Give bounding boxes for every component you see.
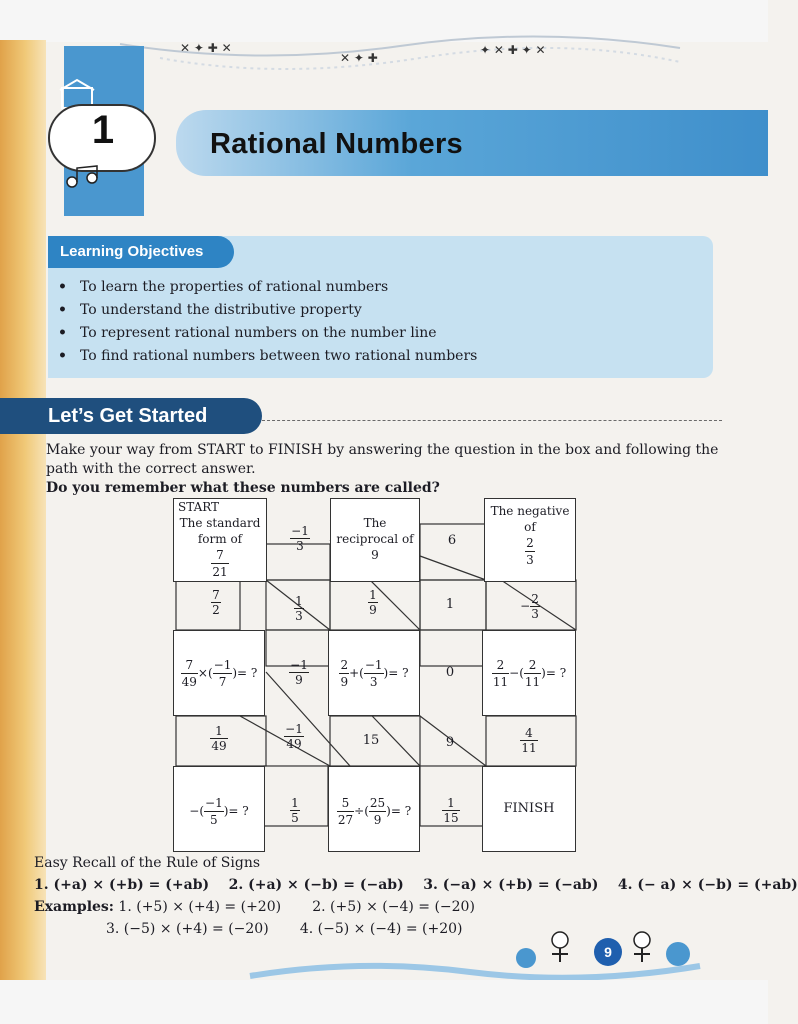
maze-reciprocal-box: [330, 498, 420, 582]
examples-label: Examples:: [34, 899, 114, 915]
rule-item: 3. (−a) × (+b) = (−ab): [423, 877, 599, 893]
instruction-paragraph: [46, 441, 736, 498]
maze-option: 15: [362, 733, 380, 748]
rule-item: 2. (+a) × (−b) = (−ab): [228, 877, 404, 893]
maze-option: [512, 592, 548, 621]
chapter-title: Rational Numbers: [210, 128, 463, 160]
maze-option: 0: [445, 665, 455, 680]
numerator: 25: [369, 796, 386, 810]
numerator: 1: [442, 796, 459, 811]
maze-start-box: [173, 498, 267, 582]
maze-question-box-2: $\frac{2}{9}$ +( $\frac{-1}{3}$ )= ?: [328, 630, 420, 716]
operator: −: [509, 666, 520, 680]
start-question-text: The standard form of: [179, 516, 261, 546]
denominator: 3: [526, 553, 534, 567]
kid-character-icon: [628, 930, 698, 970]
denominator: 49: [286, 737, 302, 751]
denominator: 3: [369, 675, 378, 689]
denominator: 49: [211, 739, 227, 753]
lets-get-started-banner: Let’s Get Started: [0, 398, 262, 434]
rule-item: 1. (+a) × (+b) = (+ab): [34, 877, 210, 893]
negative-question-text: The negative of: [490, 504, 570, 534]
denominator: 11: [524, 675, 541, 689]
denominator: 27: [337, 813, 354, 827]
numerator: 2: [531, 592, 539, 606]
denominator: 9: [369, 603, 377, 617]
denominator: 3: [531, 607, 539, 621]
denominator: 11: [492, 675, 509, 689]
numerator: 1: [210, 724, 227, 739]
operator: −: [189, 804, 200, 818]
rules-list: [34, 874, 798, 896]
denominator: 9: [340, 675, 349, 689]
equals-question: = ?: [228, 804, 249, 818]
objective-item: • To represent rational numbers on the number line: [58, 322, 477, 345]
maze-option: 9: [445, 735, 455, 750]
maze-option: [436, 796, 466, 825]
equals-question: = ?: [545, 666, 567, 680]
objective-item: • To find rational numbers between two rational numbers: [58, 345, 477, 368]
maze-finish-box: [482, 766, 576, 852]
numerator: 7: [212, 588, 220, 602]
numerator: 4: [520, 726, 537, 741]
numerator: 7: [211, 547, 228, 564]
equals-question: = ?: [390, 804, 412, 818]
maze-question-box-3: $\frac{2}{11}$ −( $\frac{2}{11}$ )= ?: [482, 630, 576, 716]
denominator: 9: [295, 673, 303, 687]
operator: ×: [197, 666, 208, 680]
maze-option: [204, 724, 234, 753]
maze-negative-box: [484, 498, 576, 582]
numerator: 2: [492, 657, 509, 674]
numerator: 2: [526, 536, 534, 550]
maze-option: 6: [447, 533, 457, 548]
denominator: 3: [295, 609, 303, 623]
finish-label: FINISH: [503, 801, 555, 816]
denominator: 49: [181, 675, 197, 689]
maze-option: [286, 594, 312, 623]
maze-option: [286, 524, 314, 553]
denominator: 3: [296, 539, 304, 553]
equals-question: = ?: [388, 666, 409, 680]
start-label: START: [178, 500, 220, 514]
maze-option: [360, 588, 386, 617]
objective-item: • To learn the properties of rational numbers: [58, 276, 477, 299]
equals-question: = ?: [237, 666, 258, 680]
numerator: −1: [285, 722, 303, 736]
numerator: 7: [181, 657, 198, 674]
fraction: [211, 547, 228, 580]
minus-sign: −: [520, 599, 531, 613]
numerator: 1: [291, 796, 299, 810]
example-item: 2. (+5) × (−4) = (−20): [312, 899, 475, 915]
numerator: −1: [205, 796, 223, 810]
rule-of-signs-section: [34, 852, 798, 940]
maze-question-box-5: $\frac{5}{27}$ ÷( $\frac{25}{9}$ )= ?: [328, 766, 420, 852]
numerator: 1: [295, 594, 303, 608]
music-note-icon: [62, 164, 112, 192]
maze-option: [514, 726, 544, 755]
denominator: 5: [210, 813, 218, 827]
examples-row-1: [34, 896, 754, 918]
operator: +: [349, 666, 360, 680]
denominator: 7: [218, 675, 227, 689]
numerator: 1: [369, 588, 377, 602]
top-margin: [0, 0, 768, 42]
numerator: 2: [340, 658, 349, 672]
book-spine-shadow: [0, 40, 46, 980]
reciprocal-question-text: The reciprocal of 9: [336, 516, 414, 562]
header-decoration: [120, 40, 680, 86]
denominator: 5: [291, 811, 299, 825]
maze-option: 1: [445, 597, 455, 612]
example-item: 4. (−5) × (−4) = (+20): [299, 921, 463, 937]
maze-question-box-4: −( $\frac{-1}{5}$ )= ?: [173, 766, 265, 852]
learning-objectives-heading: Learning Objectives: [48, 236, 234, 268]
svg-text:✕ ✦ ✚: ✕ ✦ ✚: [340, 51, 378, 65]
page-number: 9: [594, 938, 622, 966]
fraction: [525, 535, 535, 568]
denominator: 11: [521, 741, 537, 755]
denominator: 21: [212, 565, 228, 579]
maze-question-box-1: $\frac{7}{49}$ ×( $\frac{-1}{7}$ )= ?: [173, 630, 265, 716]
maze-option: [282, 796, 308, 825]
maze-option: [202, 588, 230, 617]
svg-text:✕ ✦ ✚ ✕: ✕ ✦ ✚ ✕: [180, 41, 232, 55]
chapter-number: 1: [91, 108, 115, 152]
example-item: 1. (+5) × (+4) = (+20): [118, 899, 282, 915]
operator: ÷: [354, 804, 365, 818]
numerator: −1: [291, 524, 309, 538]
numerator: 5: [337, 795, 354, 812]
learning-objectives-list: [58, 276, 477, 368]
section-divider: [262, 420, 722, 421]
kid-character-icon: [512, 930, 592, 970]
question-text: Do you remember what these numbers are called?: [46, 480, 440, 496]
maze-option: [278, 722, 310, 751]
objective-item: • To understand the distributive property: [58, 299, 477, 322]
numerator: −1: [213, 658, 232, 672]
numerator: −1: [290, 658, 308, 672]
numerator: −1: [364, 658, 383, 672]
rules-heading: Easy Recall of the Rule of Signs: [34, 855, 261, 871]
example-item: 3. (−5) × (+4) = (−20): [106, 921, 269, 937]
bottom-margin: [0, 980, 768, 1024]
instruction-text: Make your way from START to FINISH by answering the question in the box and following the path with the correct answer.: [46, 442, 719, 477]
denominator: 15: [443, 811, 459, 825]
rule-item: 4. (− a) × (−b) = (+ab): [617, 877, 798, 893]
denominator: 2: [212, 603, 220, 617]
maze-option: [284, 658, 314, 687]
svg-text:✦ ✕ ✚ ✦ ✕: ✦ ✕ ✚ ✦ ✕: [480, 43, 546, 57]
denominator: 9: [373, 813, 382, 827]
numerator: 2: [524, 657, 541, 674]
